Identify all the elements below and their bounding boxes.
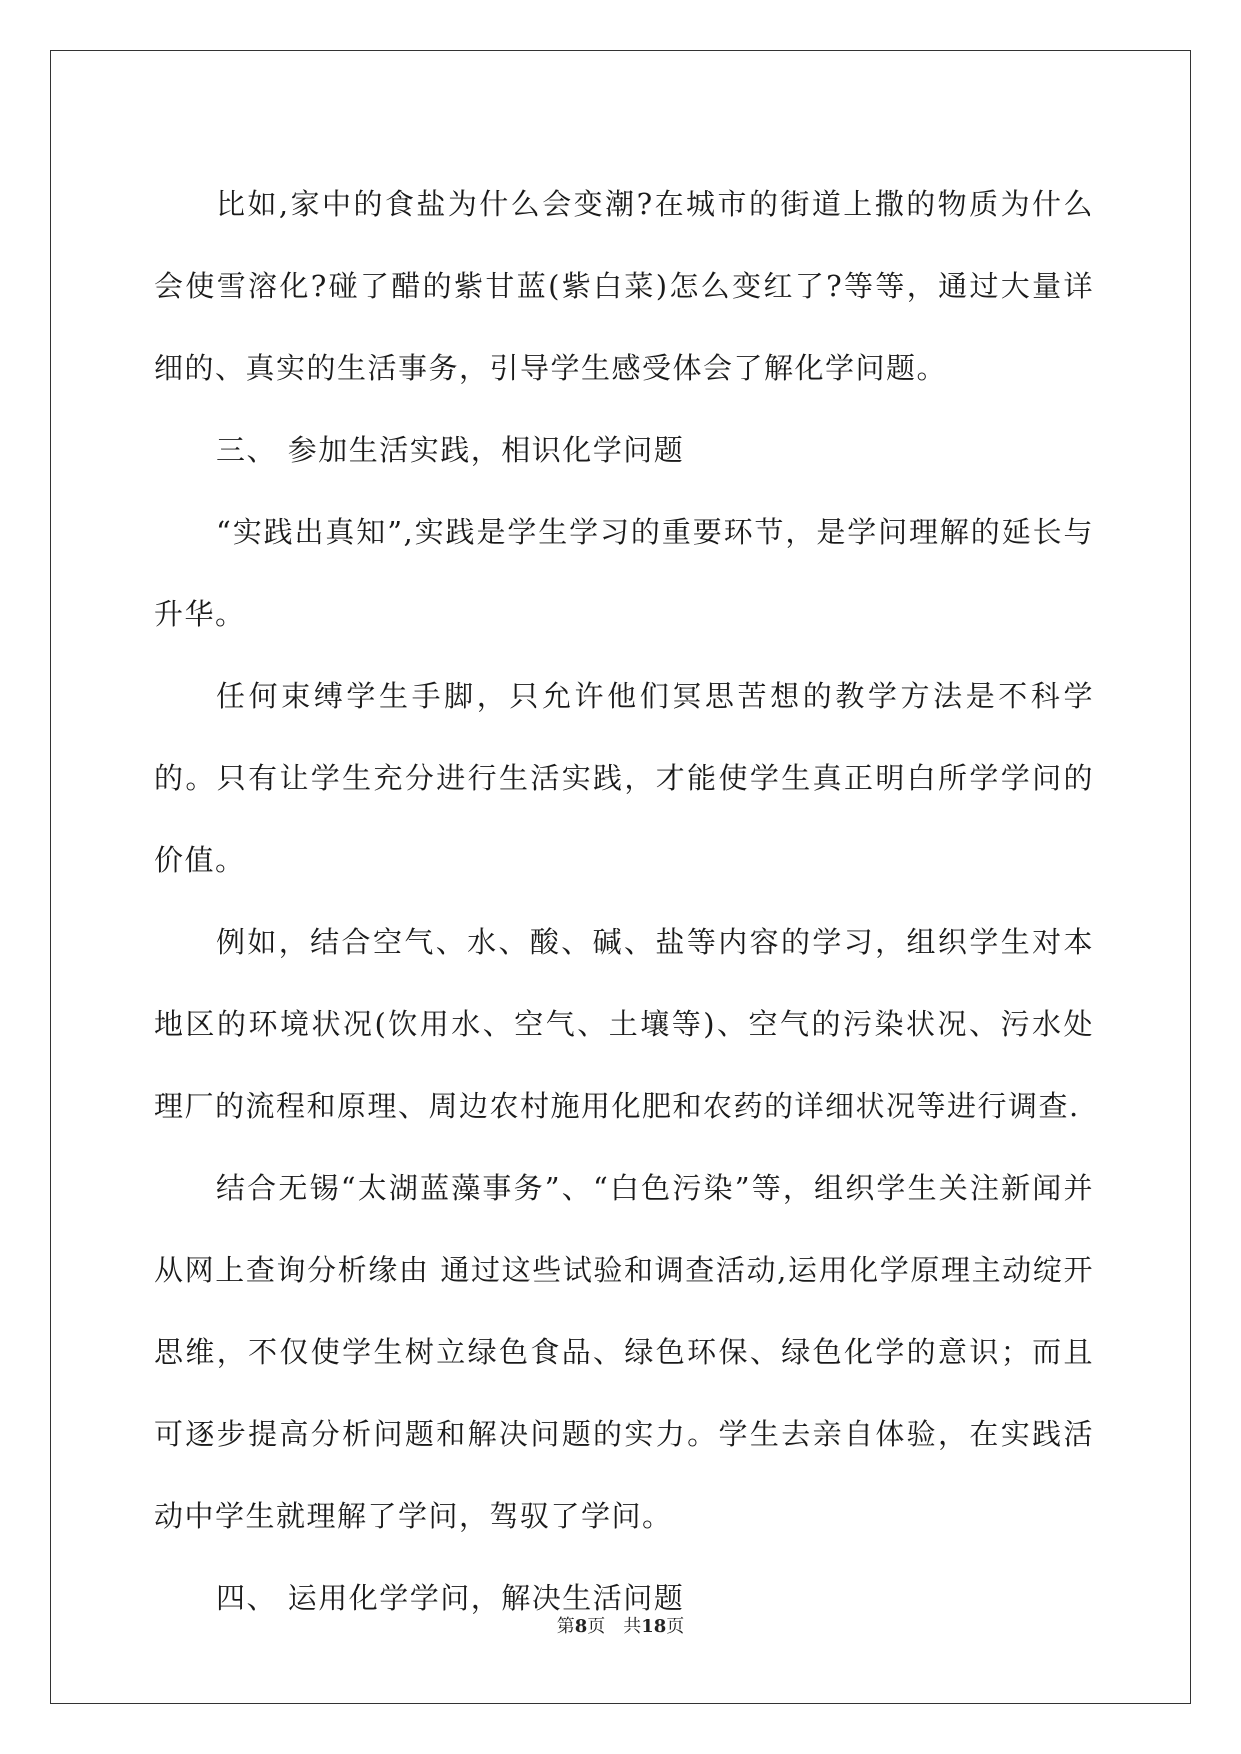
footer-suffix: 页 bbox=[666, 1616, 685, 1637]
page-footer bbox=[0, 1612, 1241, 1638]
paragraph-news-analysis: 结合无锡“太湖蓝藻事务”、“白色污染”等，组织学生关注新闻并从网上查询分析缘由 通过这些试验和调查活动,运用化学原理主动绽开思维，不仅使学生树立绿色食品、绿色环保、绿色化学的意识；而且可逐步提高分析问题和解决问题的实力。学生去亲自体验，在实践活动中学生就理解了学问，驾驭了学问。 bbox=[154, 1171, 1094, 1533]
paragraph-environment-survey: 例如，结合空气、水、酸、碱、盐等内容的学习，组织学生对本地区的环境状况(饮用水、空气、土壤等)、空气的污染状况、污水处理厂的流程和原理、周边农村施用化肥和农药的详细状况等进行调查. bbox=[154, 925, 1094, 1123]
footer-middle: 页 共 bbox=[587, 1616, 642, 1637]
heading-section-four: 四、 运用化学学问，解决生活问题 bbox=[216, 1581, 685, 1615]
footer-prefix: 第 bbox=[556, 1616, 575, 1637]
total-page-count: 18 bbox=[641, 1616, 667, 1637]
current-page-number: 8 bbox=[574, 1616, 588, 1637]
paragraph-examples: 比如,家中的食盐为什么会变潮?在城市的街道上撒的物质为什么会使雪溶化?碰了醋的紫甘蓝(紫白菜)怎么变红了?等等，通过大量详细的、真实的生活事务，引导学生感受体会了解化学问题。 bbox=[154, 187, 1094, 385]
paragraph-teaching-method: 任何束缚学生手脚，只允许他们冥思苦想的教学方法是不科学的。只有让学生充分进行生活实践，才能使学生真正明白所学学问的价值。 bbox=[154, 679, 1094, 877]
paragraph-practice-quote: “实践出真知”,实践是学生学习的重要环节，是学问理解的延长与升华。 bbox=[154, 515, 1094, 631]
heading-section-three: 三、 参加生活实践，相识化学问题 bbox=[216, 433, 685, 467]
document-body bbox=[154, 163, 1094, 1639]
